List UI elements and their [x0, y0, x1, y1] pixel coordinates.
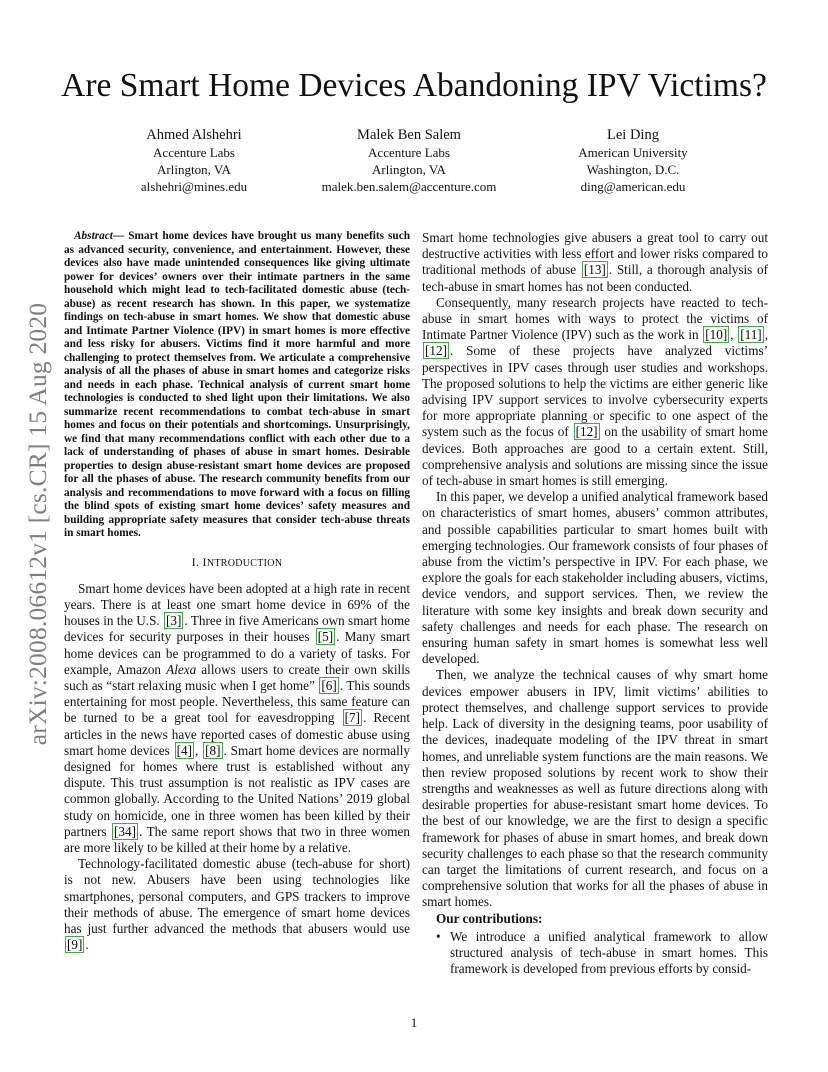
citation-link[interactable]: [8] [205, 742, 221, 758]
citation-link[interactable]: [9] [67, 937, 83, 953]
author-block-3 [552, 126, 714, 195]
arxiv-identifier [18, 284, 58, 764]
page-number: 1 [410, 1015, 418, 1030]
contributions-list [422, 929, 768, 978]
author-location: Washington, D.C. [586, 162, 680, 177]
citation-link[interactable]: [6] [321, 677, 337, 693]
abstract-label: Abstract [74, 230, 113, 242]
author-block-2 [296, 126, 522, 195]
arxiv-identifier-text: arXiv:2008.06612v1 [cs.CR] 15 Aug 2020 [23, 302, 52, 746]
section-heading-introduction: I. INTRODUCTION [191, 554, 283, 569]
intro-paragraph-1: Smart home devices have been adopted at a high rate in recent years. There is at least one smart home device in 69% of the houses in the U.S. [3] . Three in five Americans own smart home devices for security purposes in their houses [5] . Many smart home devices can be programmed to do a variety of tasks. For example, Amazon Alexa allows users to create their own skills such as “start relaxing music when I get home” [6] . This sounds entertaining for most people. Nevertheless, this same feature can be turned to be a great tool for eavesdropping [7] . Recent articles in the news have reported cases of domestic abuse using smart home devices [4] , [8] . Smart home devices are normally designed for homes where trust is established without any dispute. This trust assumption is not realistic as IPV cases are common globally. According to the United Nations’ 2019 global study on homicide, one in three women has been killed by their partners [34] . The same report shows that two in three women are more likely to be killed at their home by a relative. [64, 580, 411, 855]
author-affiliation: Accenture Labs [153, 145, 235, 160]
citation-link[interactable]: [7] [344, 710, 360, 726]
right-column [422, 230, 768, 977]
citation-link[interactable]: [11] [740, 327, 762, 343]
abstract [64, 230, 410, 541]
author-location: Arlington, VA [157, 162, 231, 177]
citation-link[interactable]: [12] [575, 424, 598, 440]
citation-link[interactable]: [10] [705, 327, 728, 343]
citation-link[interactable]: [13] [583, 262, 606, 278]
citation-link[interactable]: [5] [317, 629, 334, 645]
intro-paragraph-5: In this paper, we develop a unified analytical framework based on characteristics of smart homes, abusers’ common attributes, and possible capabilities particular to smart homes built with emerging technologies. Our framework consists of four phases of abuse from the victim’s perspective in IPV. For each phase, we explore the goals for each stakeholder including abusers, victims, device vendors, and support services. Then, we review the literature with some key insights and break down security and safety challenges and needs for each phase. The research on ensuring human safety in smart homes is somewhat less well developed. [422, 489, 768, 667]
paper-title: Are Smart Home Devices Abandoning IPV Victims? [61, 67, 767, 104]
author-name: Ahmed Alshehri [146, 127, 242, 143]
author-name: Lei Ding [607, 127, 659, 143]
intro-paragraph-4: Consequently, many research projects have reacted to tech-abuse in smart homes with ways to protect the victims of Intimate Partner Violence (IPV) such as the work in [10] , [11] , [12] . Some of these projects have analyzed victims’ perspectives in IPV cases through user studies and workshops. The proposed solutions to help the victims are either generic like advising IPV support services to involve cybersecurity experts for more appropriate planning or specific to one aspect of the system such as the focus of [12] on the usability of smart home devices. Both approaches are good to a certain extent. Still, comprehensive analysis and solutions are missing since the issue of tech-abuse in smart homes is still emerging. [422, 294, 768, 489]
list-item: • We introduce a unified analytical framework to allow structured analysis of tech-abuse in smart homes. This framework is developed from previous efforts by consid- [450, 929, 768, 978]
author-affiliation: Accenture Labs [368, 145, 450, 160]
author-affiliation: American University [578, 145, 688, 160]
author-email: ding@american.edu [580, 179, 686, 194]
citation-link[interactable]: [12] [425, 343, 447, 359]
citation-link[interactable]: [3] [166, 613, 182, 629]
author-location: Arlington, VA [372, 162, 446, 177]
author-email: malek.ben.salem@accenture.com [321, 179, 497, 194]
left-column [64, 230, 410, 953]
author-block-1 [112, 126, 276, 195]
intro-paragraph-2: Technology-facilitated domestic abuse (tech-abuse for short) is not new. Abusers have been using technologies like smartphones, personal computers, and GPS trackers to improve their methods of abuse. The emergence of smart home devices has just further advanced the methods that abusers would use [9] . [64, 856, 410, 953]
abstract-text: — Smart home devices have brought us many benefits such as advanced security, convenience, and entertainment. However, these devices also have made unintended consequences like giving ultimate power for devices’ owners over their intimate partners in the same household which might lead to tech-facilitated domestic abuse (tech-abuse) as recent research has shown. In this paper, we systematize findings on tech-abuse in smart homes. We show that domestic abuse and Intimate Partner Violence (IPV) in smart homes is more effective and less risky for abusers. Victims find it more harmful and more challenging to protect themselves from. We articulate a comprehensive analysis of all the phases of abuse in smart homes and categorize risks and needs in each phase. Technical analysis of current smart home technologies is conducted to shed light upon their limitations. We also summarize recent recommendations to combat tech-abuse in smart homes and focus on their potentials and shortcomings. Unsurprisingly, we find that many recommendations conflict with each other due to a lack of understanding of phases of abuse in smart homes. Desirable properties to design abuse-resistant smart home devices are proposed for all the phases of abuse. The research community benefits from our analysis and recommendations to move forward with a focus on filling the blind spots of existing smart home devices’ safety measures and building appropriate safety measures that consider tech-abuse threats in smart homes. [64, 230, 410, 539]
intro-paragraph-3: Smart home technologies give abusers a great tool to carry out destructive activities with less effort and lower risks compared to traditional methods of abuse [13] . Still, a thorough analysis of tech-abuse in smart homes has not been conducted. [422, 230, 768, 294]
citation-link[interactable]: [4] [176, 742, 193, 758]
author-email: alshehri@mines.edu [140, 179, 248, 194]
intro-paragraph-6: Then, we analyze the technical causes of why smart home devices empower abusers in IPV, limit victims’ abilities to protect themselves, and challenge support services to provide help. Lack of diversity in the designing teams, poor usability of the devices, inadequate modeling of the IPV threat in smart homes, and unreliable system functions are the main reasons. We then review proposed solutions by recent work to show their strengths and weaknesses as well as future directions along with desirable properties for abuse-resistant smart home devices. To the best of our knowledge, we are the first to design a specific framework for phases of abuse in smart homes, and break down security challenges to each phase so that the research community can target the limitations of current research, and focus on a comprehensive solution that works for all the phases of abuse in smart homes. [422, 667, 768, 910]
contributions-heading: Our contributions: [436, 910, 543, 926]
citation-link[interactable]: [34] [114, 823, 136, 839]
author-name: Malek Ben Salem [357, 127, 461, 143]
